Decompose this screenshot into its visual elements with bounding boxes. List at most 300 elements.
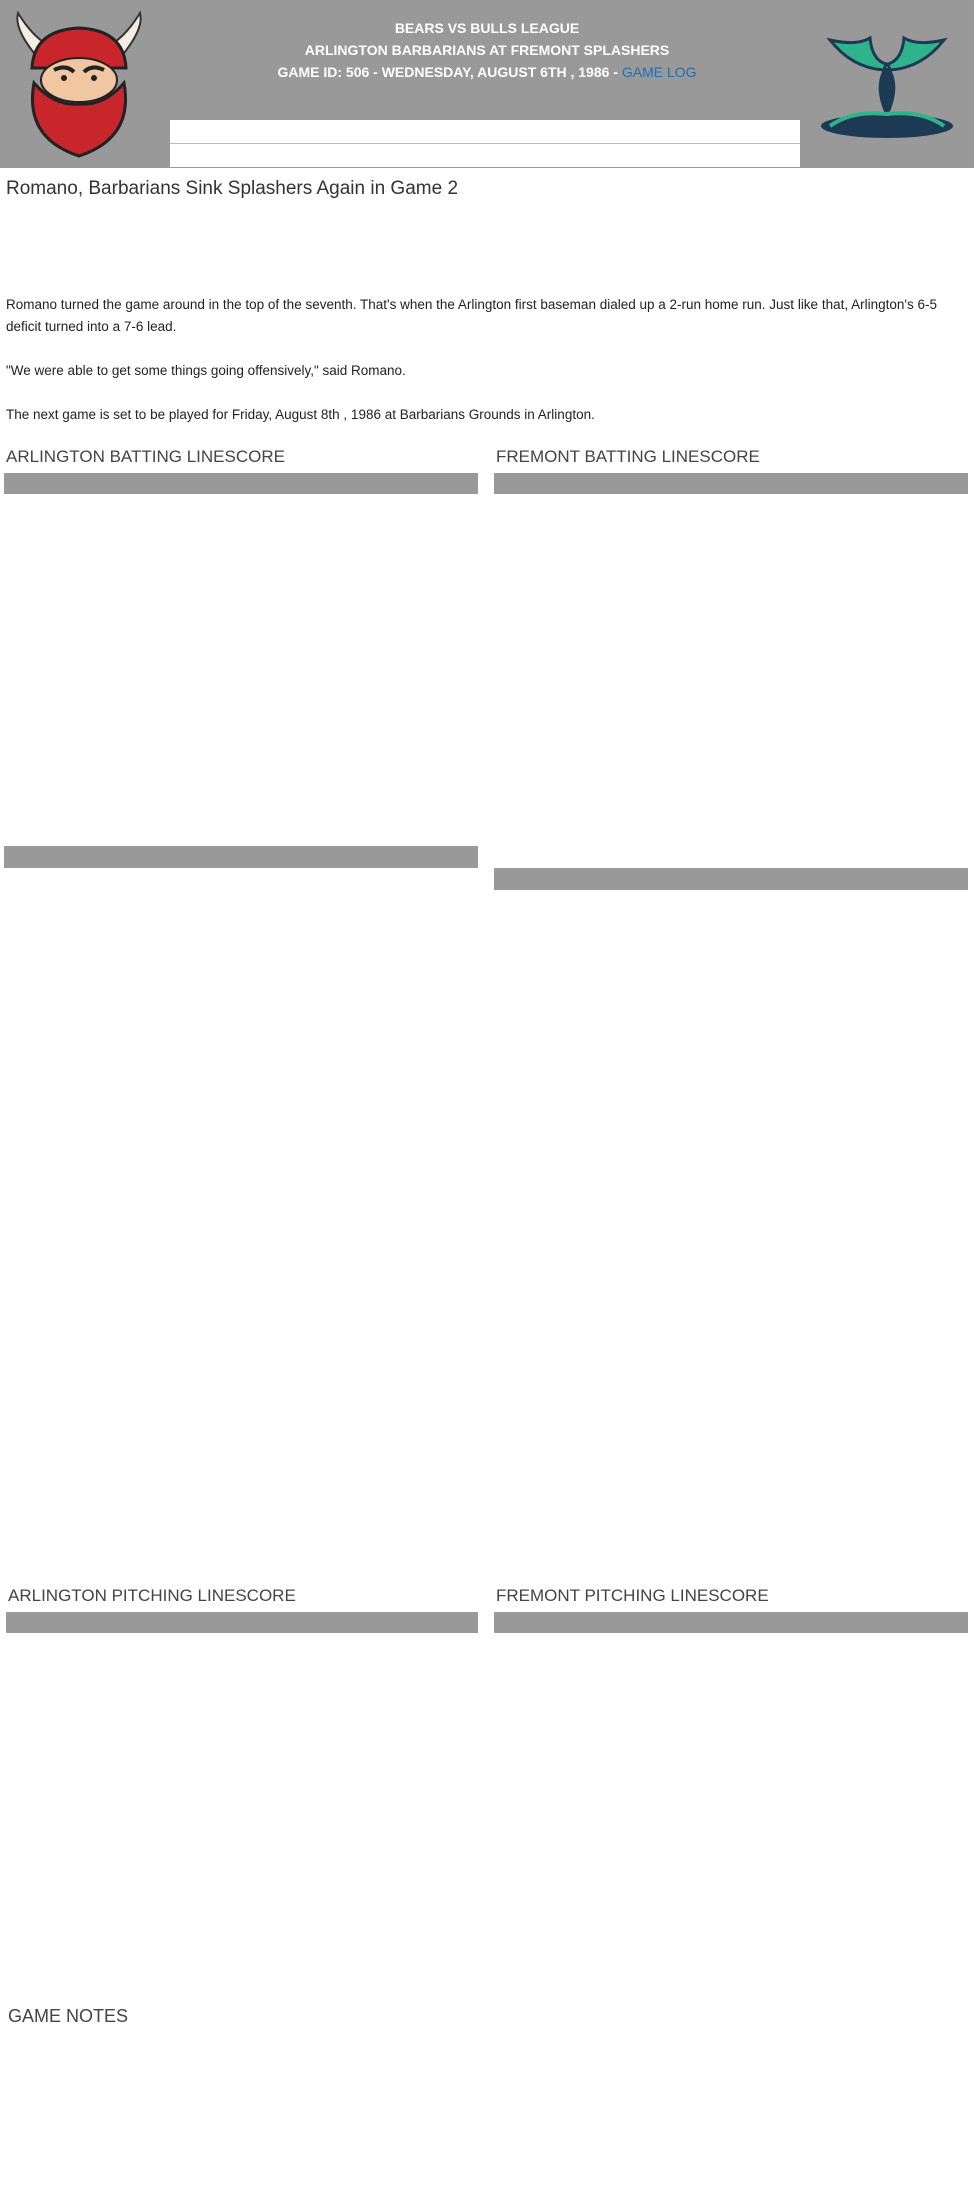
stat-cell [445,582,478,604]
stat-cell [635,582,668,604]
stat-cell [768,538,801,560]
stat-cell [635,648,668,670]
stat-cell [345,758,378,780]
totals-cell [768,868,801,890]
stat-cell [145,626,178,648]
stat-cell [212,538,245,560]
player-cell [494,538,635,560]
stat-cell [702,692,735,714]
table-row [494,802,968,824]
stat-cell [312,560,345,582]
stat-cell [702,582,735,604]
stat-cell [411,516,444,538]
linescore-col-header [602,97,642,120]
stat-cell [245,582,278,604]
totals-cell [445,846,478,868]
player-cell [6,1655,64,1677]
stat-cell [145,604,178,626]
player-cell [494,780,635,802]
stat-cell [378,692,411,714]
stat-cell [278,670,311,692]
stat-cell [802,494,835,516]
stat-cell [768,802,801,824]
linescore-row [170,144,800,168]
stat-cell [802,692,835,714]
stat-cell [411,538,444,560]
stat-cell [802,648,835,670]
stat-cell [145,714,178,736]
player-cell [494,736,635,758]
column-header [110,1612,156,1633]
player-cell [4,780,145,802]
stat-cell [868,648,901,670]
linescore-col-header [364,97,404,120]
table-header-row [494,1612,968,1633]
stat-cell [378,758,411,780]
table-row [494,692,968,714]
table-row [4,802,478,824]
stat-cell [868,516,901,538]
stat-cell [552,1655,598,1701]
stat-cell [312,626,345,648]
stat-cell [312,648,345,670]
stat-cell [212,824,245,846]
stat-cell [294,1677,340,1699]
inning-score [443,144,483,168]
stat-cell [868,736,901,758]
column-header [768,473,801,494]
stat-cell [735,516,768,538]
article-paragraph-3: "We were able to get some things going offensively," said Romano. [6,363,406,378]
stat-cell [378,714,411,736]
stat-cell [445,780,478,802]
stat-cell [345,560,378,582]
stat-cell [278,538,311,560]
stat-cell [386,1633,432,1655]
column-header [691,1612,737,1633]
inning-score [403,144,443,168]
stat-cell [245,802,278,824]
stat-cell [868,604,901,626]
stat-cell [868,670,901,692]
column-header [829,1612,875,1633]
stat-cell [735,780,768,802]
stat-cell [635,692,668,714]
stat-cell [935,846,968,868]
stat-cell [635,538,668,560]
stat-cell [691,1723,737,1745]
stat-cell [110,1699,156,1721]
stat-cell [64,1655,110,1677]
stat-cell [312,604,345,626]
stat-cell [702,604,735,626]
inning-linescore [170,97,800,167]
stat-cell [552,1633,598,1655]
stat-cell [245,758,278,780]
inning-score [364,144,404,168]
stat-cell [702,626,735,648]
player-cell [494,802,635,824]
stat-cell [312,758,345,780]
stat-cell [768,626,801,648]
stat-cell [635,560,668,582]
table-row [494,670,968,692]
stat-cell [445,714,478,736]
player-cell [494,714,635,736]
player-cell [494,494,635,516]
stat-cell [552,1723,598,1745]
table-row [494,582,968,604]
stat-cell [212,648,245,670]
stat-cell [901,846,934,868]
stat-cell [635,494,668,516]
stat-cell [735,648,768,670]
stat-cell [901,582,934,604]
stat-cell [145,670,178,692]
stat-cell [378,780,411,802]
stat-cell [702,648,735,670]
stat-cell [278,560,311,582]
stat-cell [935,824,968,846]
stat-cell [735,626,768,648]
stat-cell [445,494,478,516]
stat-cell [345,604,378,626]
column-header [432,1612,478,1633]
column-header [702,473,735,494]
stat-cell [278,516,311,538]
stat-cell [312,736,345,758]
stat-cell [644,1655,690,1701]
stat-cell [312,692,345,714]
stat-cell [411,582,444,604]
stat-cell [202,1633,248,1655]
stat-cell [735,692,768,714]
splashers-logo [812,18,962,148]
stat-cell [735,582,768,604]
table-row [494,824,968,846]
stat-cell [868,780,901,802]
table-row [4,516,478,538]
stat-cell [802,846,835,868]
stat-cell [245,692,278,714]
linescore-col-header [443,97,483,120]
player-cell [6,1677,64,1699]
stat-cell [735,604,768,626]
stat-cell [312,516,345,538]
stat-cell [635,846,668,868]
stat-cell [802,802,835,824]
stat-cell [386,1677,432,1699]
stat-cell [768,648,801,670]
stat-cell [768,516,801,538]
stat-cell [386,1699,432,1721]
stat-cell [64,1633,110,1655]
stat-cell [702,714,735,736]
inning-score [602,144,642,168]
stat-cell [145,648,178,670]
stat-cell [835,824,868,846]
stat-cell [768,604,801,626]
player-cell [494,626,635,648]
inning-score [562,144,602,168]
stat-cell [179,758,212,780]
stat-cell [901,758,934,780]
stat-cell [145,516,178,538]
column-header [340,1612,386,1633]
linescore-team-name [170,144,324,168]
table-row [494,1633,968,1655]
stat-cell [179,780,212,802]
stat-cell [212,516,245,538]
stat-cell [835,670,868,692]
stat-cell [901,604,934,626]
stat-cell [445,560,478,582]
stat-cell [345,516,378,538]
stat-cell [901,560,934,582]
stat-cell [202,1699,248,1721]
stat-cell [935,758,968,780]
stat-cell [245,494,278,516]
totals-cell [145,846,178,868]
player-cell [6,1699,64,1721]
column-header [179,473,212,494]
player-cell [4,582,145,604]
stat-cell [294,1633,340,1655]
stat-cell [735,538,768,560]
player-cell [494,758,635,780]
stat-cell [345,494,378,516]
stat-cell [202,1677,248,1699]
stat-cell [386,1655,432,1677]
player-cell [494,560,635,582]
stat-cell [835,604,868,626]
stat-cell [901,780,934,802]
table-row [4,780,478,802]
player-cell [4,670,145,692]
stat-cell [702,780,735,802]
stat-cell [835,758,868,780]
linescore-total-r [681,144,721,168]
inning-score [443,120,483,144]
player-cell [4,538,145,560]
player-cell [494,516,635,538]
stat-cell [156,1699,202,1721]
totals-cell [835,868,868,890]
stat-cell [691,1655,737,1701]
stat-cell [212,626,245,648]
stat-cell [868,560,901,582]
stat-cell [802,714,835,736]
table-row [494,846,968,868]
stat-cell [901,692,934,714]
stat-cell [922,1633,968,1655]
player-cell [4,494,145,516]
stat-cell [935,736,968,758]
stat-cell [783,1655,829,1701]
matchup-title: ARLINGTON BARBARIANS AT FREMONT SPLASHERS [304,42,670,58]
totals-cell [635,868,668,890]
stat-cell [737,1655,783,1701]
stat-cell [202,1655,248,1677]
stat-cell [248,1633,294,1655]
stat-cell [445,648,478,670]
stat-cell [179,714,212,736]
stat-cell [212,736,245,758]
stat-cell [245,714,278,736]
stat-cell [702,494,735,516]
stat-cell [110,1721,156,1743]
stat-cell [411,780,444,802]
fremont-batting-table [494,473,968,890]
stat-cell [445,758,478,780]
stat-cell [901,736,934,758]
stat-cell [445,736,478,758]
stat-cell [802,824,835,846]
inning-score [483,144,523,168]
inning-score [562,120,602,144]
totals-cell [411,846,444,868]
totals-cell [669,868,702,890]
stat-cell [278,582,311,604]
stat-cell [635,604,668,626]
stat-cell [598,1723,644,1745]
stat-cell [669,780,702,802]
arlington-batting-title: ARLINGTON BATTING LINESCORE [6,447,285,466]
stat-cell [935,802,968,824]
player-cell [4,516,145,538]
stat-cell [702,516,735,538]
stat-cell [445,802,478,824]
player-cell [4,758,145,780]
stat-cell [669,582,702,604]
stat-cell [445,516,478,538]
stat-cell [212,692,245,714]
column-header [386,1612,432,1633]
stat-cell [635,714,668,736]
table-row [6,1699,478,1721]
inning-score [641,120,681,144]
stat-cell [156,1677,202,1699]
stat-cell [768,714,801,736]
stat-cell [212,604,245,626]
stat-cell [835,714,868,736]
inning-score [324,144,364,168]
column-header [4,473,145,494]
stat-cell [783,1701,829,1723]
table-row [4,824,478,846]
table-row [494,604,968,626]
stat-cell [835,692,868,714]
stat-cell [669,736,702,758]
table-row [494,516,968,538]
stat-cell [145,582,178,604]
stat-cell [935,670,968,692]
stat-cell [935,648,968,670]
stat-cell [340,1655,386,1677]
stat-cell [802,670,835,692]
stat-cell [248,1677,294,1699]
stat-cell [145,758,178,780]
column-header [735,473,768,494]
linescore-col-header [403,97,443,120]
stat-cell [145,780,178,802]
table-row [494,1655,968,1701]
stat-cell [179,692,212,714]
stat-cell [635,780,668,802]
table-row [494,648,968,670]
stat-cell [378,494,411,516]
stat-cell [202,1721,248,1743]
stat-cell [378,736,411,758]
stat-cell [735,824,768,846]
stat-cell [868,582,901,604]
stat-cell [669,692,702,714]
stat-cell [635,670,668,692]
stat-cell [294,1699,340,1721]
column-header [644,1612,690,1633]
stat-cell [378,582,411,604]
stat-cell [901,648,934,670]
stat-cell [378,824,411,846]
column-header [212,473,245,494]
totals-cell [735,868,768,890]
arlington-batting-notes [6,979,466,1001]
stat-cell [598,1633,644,1655]
stat-cell [245,560,278,582]
stat-cell [248,1699,294,1721]
stat-cell [835,802,868,824]
stat-cell [737,1723,783,1745]
column-header [901,473,934,494]
stat-cell [179,560,212,582]
stat-cell [735,494,768,516]
stat-cell [179,736,212,758]
stat-cell [245,780,278,802]
stat-cell [835,780,868,802]
stat-cell [145,692,178,714]
stat-cell [669,846,702,868]
stat-cell [312,670,345,692]
player-cell [4,824,145,846]
column-header [245,473,278,494]
linescore-row [170,120,800,144]
game-log-link[interactable]: GAME LOG [621,64,697,80]
stat-cell [411,494,444,516]
stat-cell [340,1633,386,1655]
column-header [494,1612,552,1633]
stat-cell [245,538,278,560]
linescore-col-header [522,97,562,120]
fremont-pitching-title: FREMONT PITCHING LINESCORE [496,1586,769,1605]
stat-cell [669,758,702,780]
inning-score [522,120,562,144]
player-cell [4,604,145,626]
stat-cell [145,538,178,560]
stat-cell [212,780,245,802]
stat-cell [922,1655,968,1701]
stat-cell [212,494,245,516]
stat-cell [802,560,835,582]
stat-cell [179,516,212,538]
linescore-total-h [721,120,761,144]
stat-cell [278,648,311,670]
article-paragraph-2: Romano turned the game around in the top of the seventh. That's when the Arlington first baseman dialed up a 2-run home run. Just like that, Arlington's 6-5 deficit turned into a 7-6 lead. [6,297,937,334]
totals-row [494,868,968,890]
stat-cell [702,802,735,824]
stat-cell [835,626,868,648]
stat-cell [245,516,278,538]
totals-cell [802,868,835,890]
